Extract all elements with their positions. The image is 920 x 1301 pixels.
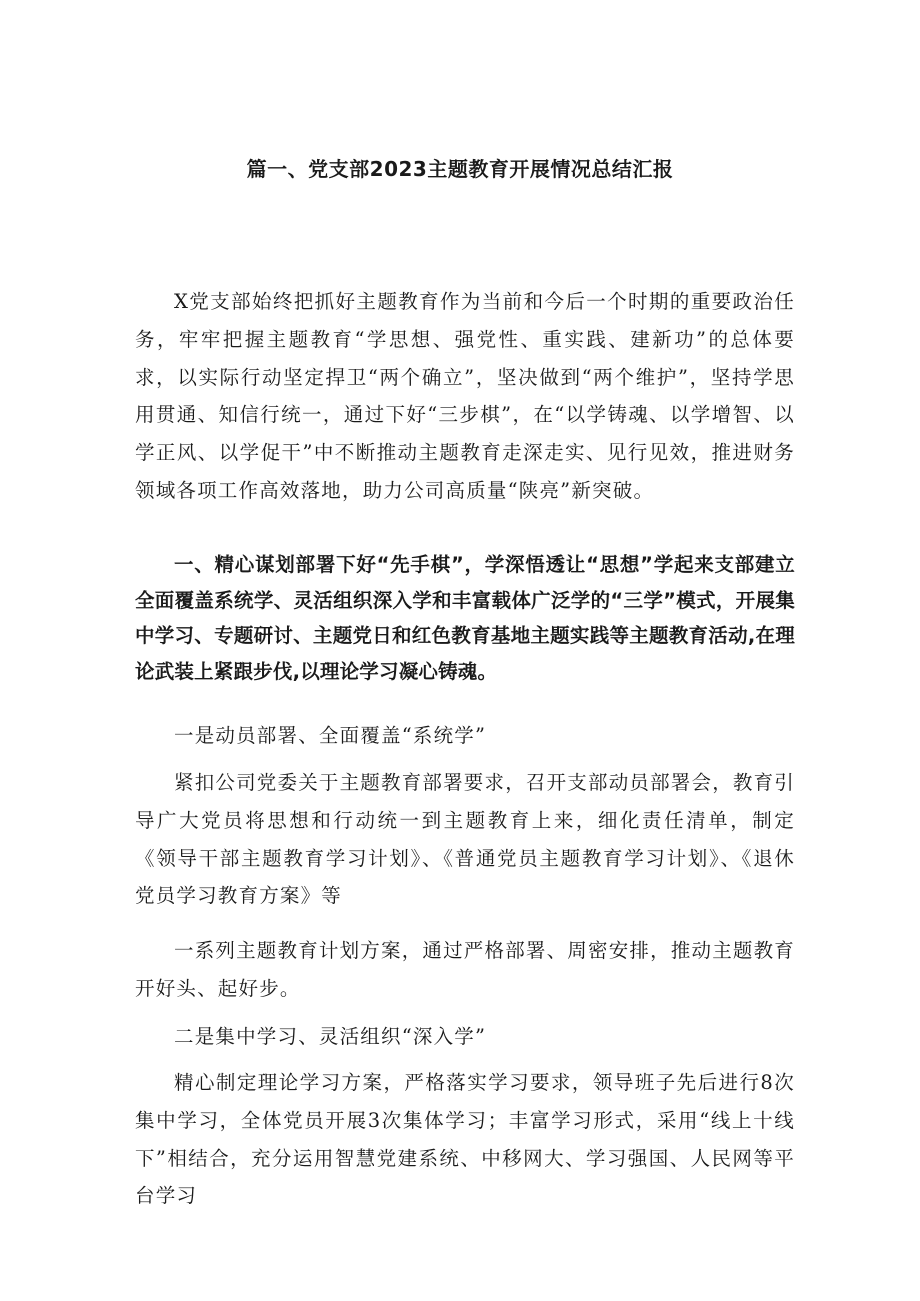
body-paragraph-4: 精心制定理论学习方案，严格落实学习要求，领导班子先后进行8次集中学习，全体党员开展3次集体学习；丰富学习形式，采用“线上十线下”相结合，充分运用智慧党建系统、中移网大、学习强国、人民网等平台学习 bbox=[135, 1071, 795, 1208]
section-heading-1: 一、精心谋划部署下好“先手棋”，学深悟透让“思想”学起来支部建立全面覆盖系统学、灵活组织深入学和丰富载体广泛学的“三学”模式，开展集中学习、专题研讨、主题党日和红色教育基地主题实践等主题教育活动,在理论武装上紧跟步伐,以理论学习凝心铸魂。 bbox=[135, 553, 795, 683]
body-paragraph-2: 紧扣公司党委关于主题教育部署要求，召开支部动员部署会，教育引导广大党员将思想和行动统一到主题教育上来，细化责任清单，制定《领导干部主题教育学习计划》、《普通党员主题教育学习计划》、《退休党员学习教育方案》等 bbox=[135, 771, 796, 908]
document-title: 篇一、党支部2023主题教育开展情况总结汇报 bbox=[246, 157, 674, 181]
subheading-1: 一是动员部署、全面覆盖“系统学” bbox=[174, 724, 487, 747]
intro-paragraph: X党支部始终把抓好主题教育作为当前和今后一个时期的重要政治任务，牢牢把握主题教育“学思想、强党性、重实践、建新功”的总体要求，以实际行动坚定捍卫“两个确立”，坚决做到“两个维护”，坚持学思用贯通、知信行统一，通过下好“三步棋”，在“以学铸魂、以学增智、以学正风、以学促干”中不断推动主题教育走深走实、见行见效，推进财务领域各项工作高效落地，助力公司高质量“陕亮”新突破。 bbox=[135, 290, 795, 502]
body-paragraph-3: 一系列主题教育计划方案，通过严格部署、周密安排，推动主题教育开好头、起好步。 bbox=[135, 939, 796, 1000]
subheading-2: 二是集中学习、灵活组织“深入学” bbox=[174, 1025, 487, 1048]
